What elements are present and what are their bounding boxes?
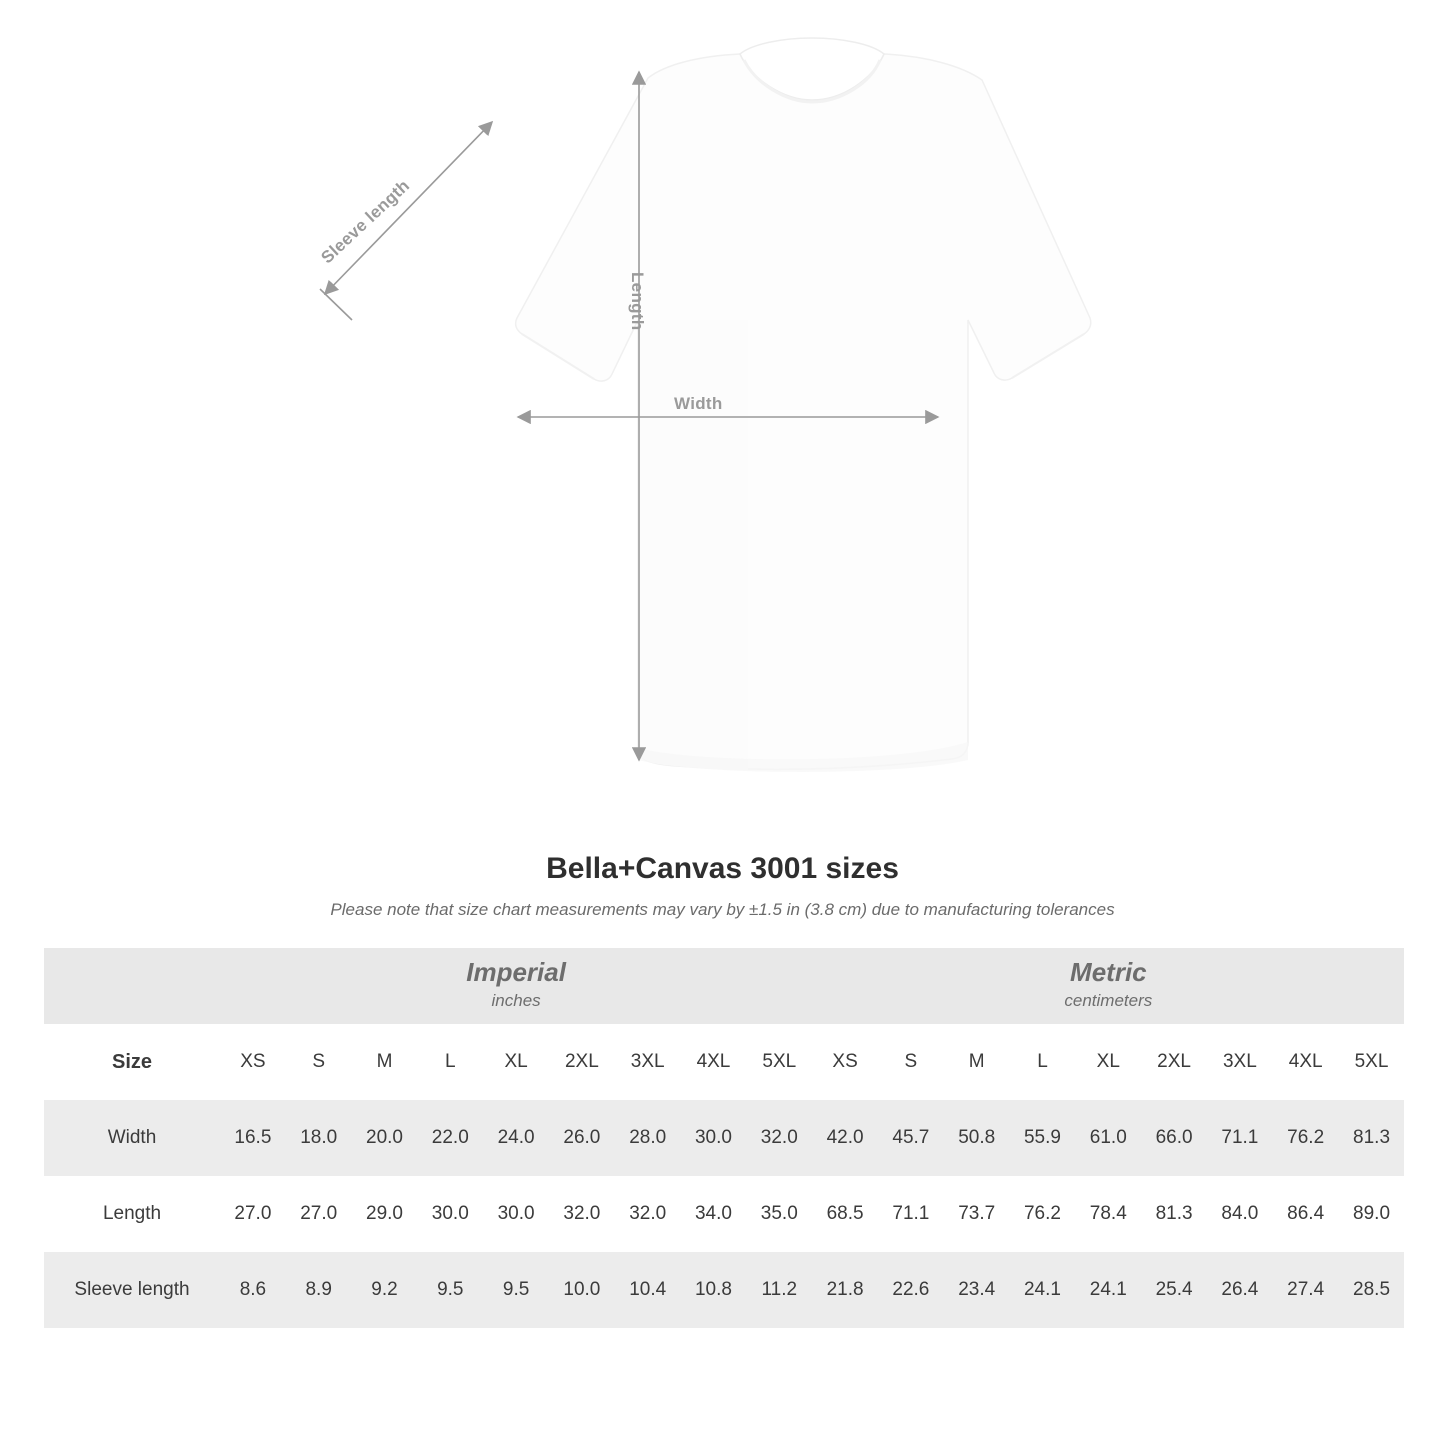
cell-width-6: 28.0 xyxy=(615,1100,681,1176)
size-header-l-imperial: L xyxy=(417,1024,483,1100)
unit-group-imperial xyxy=(220,948,812,1024)
cell-length-2: 29.0 xyxy=(352,1176,418,1252)
cell-length-6: 32.0 xyxy=(615,1176,681,1252)
cell-sleeve-14: 25.4 xyxy=(1141,1252,1207,1328)
cell-width-7: 30.0 xyxy=(681,1100,747,1176)
cell-length-11: 73.7 xyxy=(944,1176,1010,1252)
size-header-label: Size xyxy=(44,1024,220,1100)
cell-sleeve-15: 26.4 xyxy=(1207,1252,1273,1328)
cell-width-2: 20.0 xyxy=(352,1100,418,1176)
unit-banner-spacer xyxy=(44,948,220,1024)
size-header-2xl-imperial: 2XL xyxy=(549,1024,615,1100)
cell-sleeve-3: 9.5 xyxy=(417,1252,483,1328)
size-header-xl-imperial: XL xyxy=(483,1024,549,1100)
table-row xyxy=(44,1176,1404,1252)
size-header-l-metric: L xyxy=(1010,1024,1076,1100)
cell-length-9: 68.5 xyxy=(812,1176,878,1252)
cell-sleeve-2: 9.2 xyxy=(352,1252,418,1328)
cell-sleeve-16: 27.4 xyxy=(1273,1252,1339,1328)
cell-sleeve-4: 9.5 xyxy=(483,1252,549,1328)
cell-length-7: 34.0 xyxy=(681,1176,747,1252)
cell-sleeve-1: 8.9 xyxy=(286,1252,352,1328)
size-header-3xl-imperial: 3XL xyxy=(615,1024,681,1100)
cell-length-15: 84.0 xyxy=(1207,1176,1273,1252)
cell-sleeve-17: 28.5 xyxy=(1339,1252,1405,1328)
cell-width-17: 81.3 xyxy=(1339,1100,1405,1176)
width-label: Width xyxy=(674,394,723,413)
unit-group-metric-name: Metric xyxy=(1070,957,1147,988)
cell-width-3: 22.0 xyxy=(417,1100,483,1176)
size-chart-table xyxy=(44,948,1404,1328)
cell-sleeve-8: 11.2 xyxy=(746,1252,812,1328)
cell-width-16: 76.2 xyxy=(1273,1100,1339,1176)
size-header-xl-metric: XL xyxy=(1075,1024,1141,1100)
tolerance-note: Please note that size chart measurements may vary by ±1.5 in (3.8 cm) due to manufacturing tolerances xyxy=(330,900,1115,919)
sleeve-length-label: Sleeve length xyxy=(317,175,414,268)
cell-sleeve-0: 8.6 xyxy=(220,1252,286,1328)
size-header-2xl-metric: 2XL xyxy=(1141,1024,1207,1100)
cell-length-14: 81.3 xyxy=(1141,1176,1207,1252)
cell-width-13: 61.0 xyxy=(1075,1100,1141,1176)
size-header-xs-metric: XS xyxy=(812,1024,878,1100)
cell-width-5: 26.0 xyxy=(549,1100,615,1176)
cell-sleeve-12: 24.1 xyxy=(1010,1252,1076,1328)
sleeve-length-dimension-line xyxy=(325,122,492,294)
cell-length-13: 78.4 xyxy=(1075,1176,1141,1252)
cell-length-0: 27.0 xyxy=(220,1176,286,1252)
cell-length-3: 30.0 xyxy=(417,1176,483,1252)
cell-length-17: 89.0 xyxy=(1339,1176,1405,1252)
unit-group-metric xyxy=(812,948,1404,1024)
row-label-width: Width xyxy=(44,1100,220,1176)
cell-width-1: 18.0 xyxy=(286,1100,352,1176)
cell-length-4: 30.0 xyxy=(483,1176,549,1252)
size-chart-table-wrapper xyxy=(44,948,1401,1328)
cell-sleeve-13: 24.1 xyxy=(1075,1252,1141,1328)
cell-sleeve-6: 10.4 xyxy=(615,1252,681,1328)
unit-banner-row xyxy=(44,948,1404,1024)
table-row xyxy=(44,1252,1404,1328)
size-header-xs-imperial: XS xyxy=(220,1024,286,1100)
cell-length-1: 27.0 xyxy=(286,1176,352,1252)
table-row xyxy=(44,1100,1404,1176)
cell-width-8: 32.0 xyxy=(746,1100,812,1176)
cell-sleeve-10: 22.6 xyxy=(878,1252,944,1328)
cell-width-0: 16.5 xyxy=(220,1100,286,1176)
cell-length-8: 35.0 xyxy=(746,1176,812,1252)
size-header-4xl-imperial: 4XL xyxy=(681,1024,747,1100)
cell-length-12: 76.2 xyxy=(1010,1176,1076,1252)
chart-heading xyxy=(0,852,1445,920)
cell-length-16: 86.4 xyxy=(1273,1176,1339,1252)
size-header-5xl-imperial: 5XL xyxy=(746,1024,812,1100)
unit-group-imperial-name: Imperial xyxy=(466,957,566,988)
cell-width-10: 45.7 xyxy=(878,1100,944,1176)
unit-group-imperial-sub: inches xyxy=(491,991,541,1011)
size-header-row xyxy=(44,1024,1404,1100)
cell-sleeve-9: 21.8 xyxy=(812,1252,878,1328)
cell-width-9: 42.0 xyxy=(812,1100,878,1176)
size-header-m-imperial: M xyxy=(352,1024,418,1100)
cell-sleeve-11: 23.4 xyxy=(944,1252,1010,1328)
size-header-4xl-metric: 4XL xyxy=(1273,1024,1339,1100)
cell-width-11: 50.8 xyxy=(944,1100,1010,1176)
cell-width-14: 66.0 xyxy=(1141,1100,1207,1176)
cell-width-12: 55.9 xyxy=(1010,1100,1076,1176)
row-label-length: Length xyxy=(44,1176,220,1252)
size-header-s-metric: S xyxy=(878,1024,944,1100)
size-header-3xl-metric: 3XL xyxy=(1207,1024,1273,1100)
cell-sleeve-5: 10.0 xyxy=(549,1252,615,1328)
tshirt-shape xyxy=(516,38,1091,772)
length-label: Length xyxy=(628,272,647,331)
size-header-s-imperial: S xyxy=(286,1024,352,1100)
page-title: Bella+Canvas 3001 sizes xyxy=(546,852,899,885)
sleeve-length-tick xyxy=(320,289,352,320)
row-label-sleeve-length: Sleeve length xyxy=(44,1252,220,1328)
cell-width-15: 71.1 xyxy=(1207,1100,1273,1176)
cell-sleeve-7: 10.8 xyxy=(681,1252,747,1328)
size-header-5xl-metric: 5XL xyxy=(1339,1024,1405,1100)
cell-length-5: 32.0 xyxy=(549,1176,615,1252)
cell-width-4: 24.0 xyxy=(483,1100,549,1176)
cell-length-10: 71.1 xyxy=(878,1176,944,1252)
unit-group-metric-sub: centimeters xyxy=(1064,991,1153,1011)
size-header-m-metric: M xyxy=(944,1024,1010,1100)
